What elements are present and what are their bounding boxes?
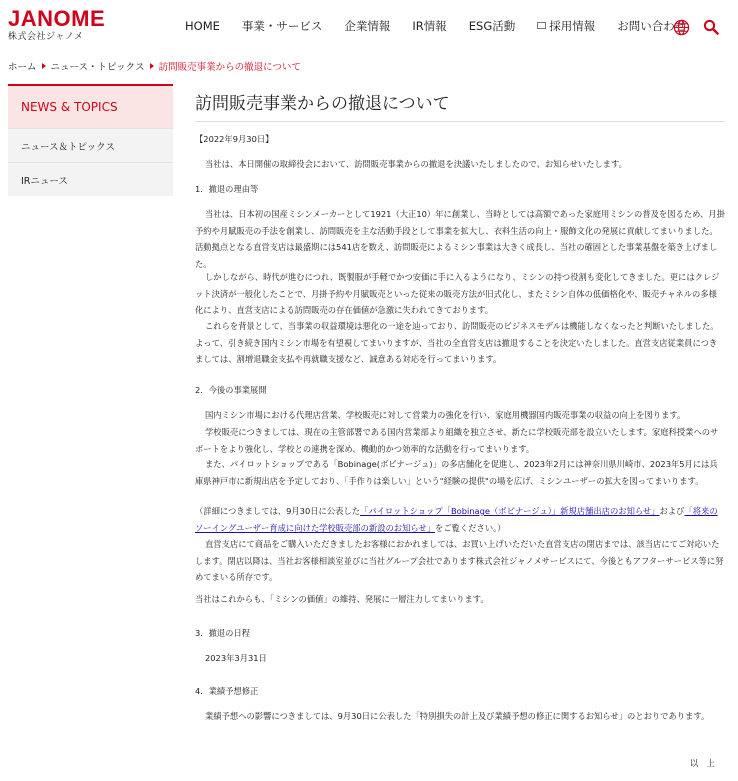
section-1-heading: 1．撤退の理由等 [195,184,259,194]
details-text: および [659,506,685,516]
section-2-heading: 2．今後の事業展開 [195,385,267,395]
globe-icon[interactable] [673,19,690,36]
details-text: （詳細につきましては、9月30日に公表した [195,506,361,516]
breadcrumb-separator-icon [42,63,46,69]
article-date: 【2022年9月30日】 [195,134,274,144]
sidebar [8,84,173,196]
sidebar-item-ir-news[interactable]: IRニュース [8,162,173,196]
title-divider [195,121,725,122]
logo-company-name: 株式会社ジャノメ [8,32,84,42]
main-nav [185,18,686,34]
search-icon[interactable] [703,19,719,35]
closing-statement: 当社はこれからも、「ミシンの価値」の維持、発展に一層注力してまいります。 [195,594,489,604]
link-bobinage-store-news[interactable]: 「パイロットショップ「Bobinage（ボビナージュ）」新規店舗出店のお知らせ」 [360,506,660,516]
logo-wordmark: JANOME [8,6,106,31]
section-3-date: 2023年3月31日 [205,653,267,663]
site-header [0,0,738,54]
nav-recruit-label: 採用情報 [549,19,596,33]
end-mark: 以 上 [690,758,715,768]
sidebar-heading[interactable]: NEWS & TOPICS [8,84,173,128]
breadcrumb [8,59,301,73]
nav-business[interactable]: 事業・サービス [241,19,323,33]
section-1-paragraph: 当社は、日本初の国産ミシンメーカーとして1921（大正10）年に創業し、当時としては高額であった家庭用ミシンの普及を図るため、月掛予約や月賦販売の手法を創業し、訪問販売を主な活動手段として事業を拡大し、衣料生活の向上・服飾文化の発展に貢献してまいりました。活動拠点となる直営支店は最盛期には541店を数え、訪問販売によるミシン事業は大きく成長し、当社の確固とした事業基盤を築き上げました。 [195,209,725,269]
section-3-heading: 3．撤退の日程 [195,628,251,638]
breadcrumb-current: 訪問販売事業からの撤退について [158,62,301,73]
section-1-paragraph: しかしながら、時代が進むにつれ、既製服が手軽でかつ安価に手に入るようになり、ミシンの持つ役割も変化してきました。更にはクレジット決済が一般化したことで、月掛予約や月賦販売といった従来の販売方法が旧式化し、またミシン自体の低価格化や、販売チャネルの多様化により、直営支店による訪問販売の存在価値が急激に失われてきております。 [195,272,720,316]
article-intro: 当社は、本日開催の取締役会において、訪問販売事業からの撤退を決議いたしましたので、お知らせいたします。 [205,159,627,169]
section-2-paragraph: 国内ミシン市場における代理店営業、学校販売に対して営業力の強化を行い、家庭用機器国内販売事業の収益の向上を図ります。 [205,410,686,420]
section-2-paragraph: また、パイロットショップである「Bobinage(ボビナージュ)」の多店舗化を促進し、2023年2月には神奈川県川崎市、2023年5月には兵庫県神戸市に新規出店を予定しており、「手作りは楽しい」という"経験の提供"の場を広げ、ミシンユーザーの拡大を図ってまいります。 [195,459,718,486]
nav-esg[interactable]: ESG活動 [468,19,516,33]
nav-recruit[interactable] [537,18,595,34]
section-4-paragraph: 業績予想への影響につきましては、9月30日に公表した「特別損失の計上及び業績予想の修正に関するお知らせ」のとおりであります。 [205,711,710,721]
external-link-icon [537,22,546,29]
section-2-paragraph: 学校販売につきましては、現在の主管部署である国内営業部より組織を独立させ、新たに学校販売部を設立いたします。家庭科授業へのサポートをより強化し、学校との連携を深め、機動的かつ効率的な活動を行ってまいります。 [195,427,719,454]
section-2-details [195,503,725,536]
details-text: をご覧ください。） [435,522,506,533]
section-1-paragraph: これらを背景として、当事業の収益環境は悪化の一途を辿っており、訪問販売のビジネスモデルは機能しなくなったと判断いたしました。よって、引き続き国内ミシン市場を有望視してまいりますが、当社の全直営支店は撤退することを決定いたしました。直営支店従業員につきましては、割増退職金支払や再就職支援など、誠意ある対応を行ってまいります。 [195,321,719,365]
sidebar-item-news-topics[interactable]: ニュース＆トピックス [8,128,173,162]
section-2-paragraph: 直営支店にて商品をご購入いただきましたお客様におかれましては、お買い上げいただいた直営支店の閉店までは、該当店にてご対応いたします。閉店以降は、当社お客様相談室並びに当社グループ会社であります株式会社ジャノメサービスにて、今後ともアフターサービス等に努めてまいる所存です。 [195,539,724,583]
nav-contact[interactable]: お問い合わせ [617,19,687,33]
breadcrumb-home[interactable]: ホーム [8,62,37,73]
page-title: 訪問販売事業からの撤退について [195,94,450,114]
link-school-sales-news[interactable]: 「将来のソーイングユーザー育成に向けた学校販売部の新設のお知らせ」 [195,506,718,533]
breadcrumb-news[interactable]: ニュース・トピックス [50,62,145,73]
section-4-heading: 4．業績予想修正 [195,686,259,696]
breadcrumb-separator-icon [150,63,154,69]
nav-home[interactable]: HOME [185,19,220,33]
nav-company[interactable]: 企業情報 [344,19,391,33]
nav-ir[interactable]: IR情報 [412,19,447,33]
logo[interactable] [8,8,105,43]
